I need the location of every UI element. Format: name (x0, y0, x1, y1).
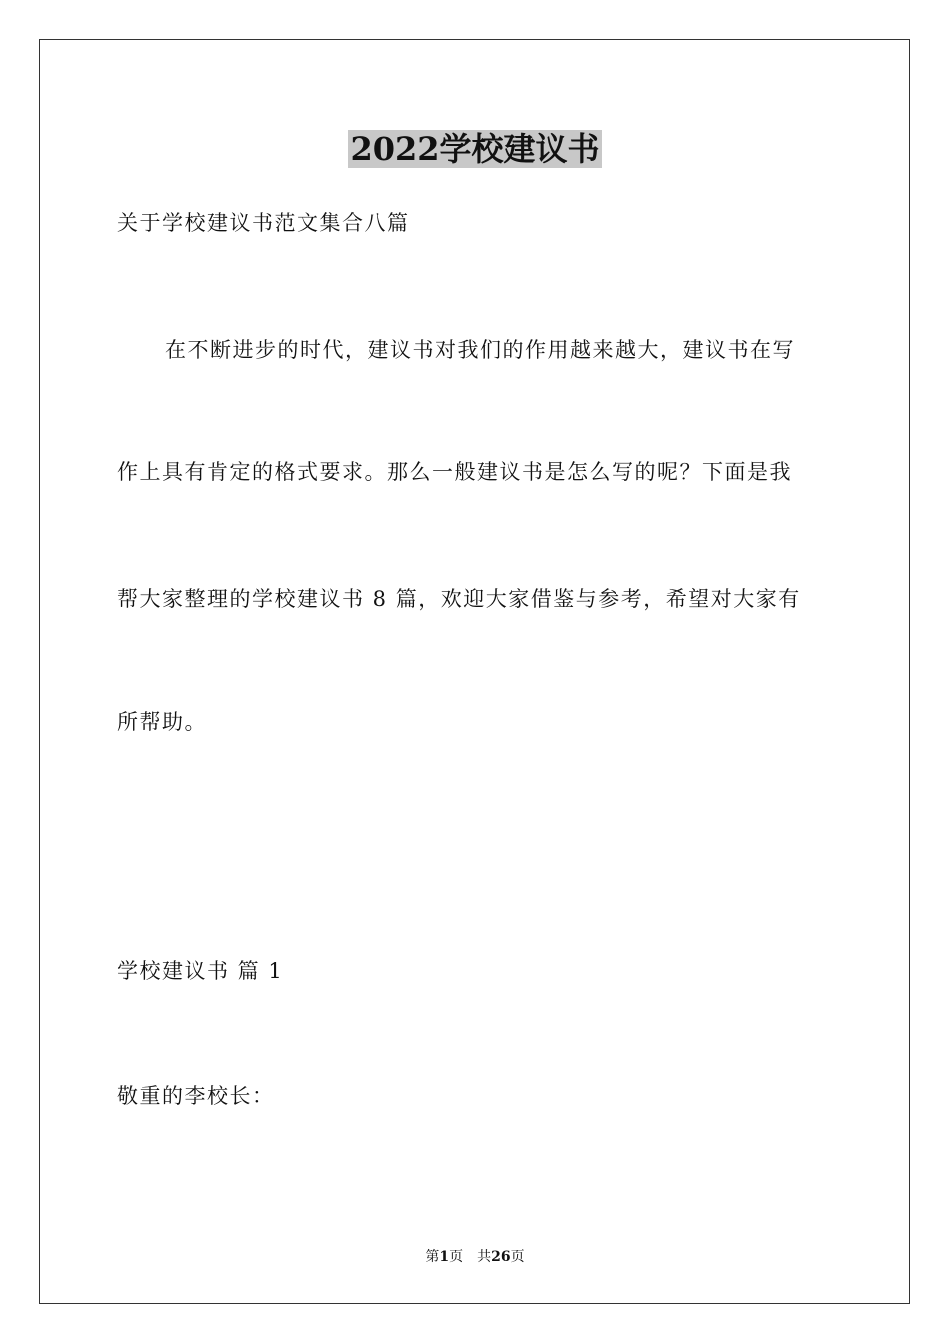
intro-line-3: 帮大家整理的学校建议书 8 篇，欢迎大家借鉴与参考，希望对大家有 (117, 587, 801, 611)
salutation: 敬重的李校长： (117, 1084, 275, 1108)
page-number: 1 (439, 1249, 450, 1265)
intro-line-1: 在不断进步的时代，建议书对我们的作用越来越大，建议书在写 (165, 338, 795, 362)
total-suffix: 页 (510, 1249, 525, 1265)
page-suffix: 页 (449, 1249, 464, 1265)
document-title (0, 127, 950, 171)
document-title-text: 2022学校建议书 (350, 130, 600, 168)
section-heading: 学校建议书 篇 1 (117, 959, 284, 983)
document-subtitle: 关于学校建议书范文集合八篇 (117, 211, 410, 235)
page-footer (0, 1247, 950, 1267)
page-prefix: 第 (425, 1249, 440, 1265)
intro-line-2: 作上具有肯定的格式要求。那么一般建议书是怎么写的呢？下面是我 (117, 460, 792, 484)
total-pages: 26 (491, 1249, 511, 1265)
intro-line-4: 所帮助。 (117, 710, 207, 734)
total-prefix: 共 (477, 1249, 492, 1265)
